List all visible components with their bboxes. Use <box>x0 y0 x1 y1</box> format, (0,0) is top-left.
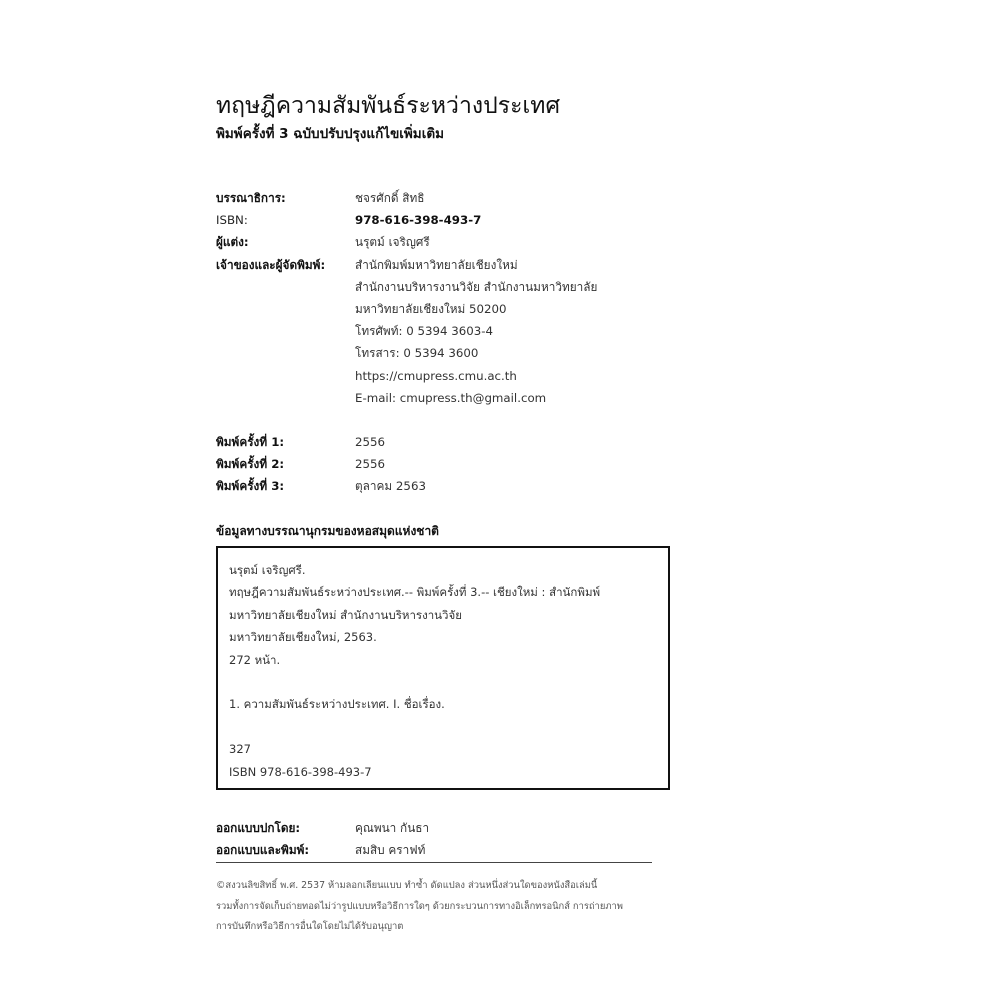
isbn-value: 978-616-398-493-7 <box>355 213 482 228</box>
editor-value: ชจรศักดิ์ สิทธิ <box>355 191 425 205</box>
cip-blank <box>229 671 668 693</box>
author-value: นรุตม์ เจริญศรี <box>355 235 430 250</box>
publisher-name: สำนักพิมพ์มหาวิทยาลัยเชียงใหม่ <box>355 257 518 272</box>
editor-row <box>216 187 686 209</box>
book-title: ทฤษฎีความสัมพันธ์ระหว่างประเทศ <box>216 93 561 119</box>
publisher-office: สำนักงานบริหารงานวิจัย สำนักงานมหาวิทยาลัย <box>355 279 598 294</box>
cip-publisher-line: มหาวิทยาลัยเชียงใหม่ สำนักงานบริหารงานวิจัย <box>229 607 462 622</box>
print-year: 2556 <box>355 435 386 449</box>
print-year: ตุลาคม 2563 <box>355 479 426 494</box>
publisher-fax: โทรสาร: 0 5394 3600 <box>355 346 479 361</box>
isbn-row <box>216 209 686 231</box>
copyright-line: รวมทั้งการจัดเก็บถ่ายทอดไม่ว่ารูปแบบหรือวิธีการใดๆ ด้วยกระบวนการทางอิเล็กทรอนิกส์ การถ่ายภาพ <box>216 900 623 912</box>
print-label: พิมพ์ครั้งที่ 3: <box>216 479 285 494</box>
publisher-row <box>216 254 686 276</box>
cip-pages: 272 หน้า. <box>229 652 281 667</box>
copyright-line: ©สงวนลิขสิทธิ์ พ.ศ. 2537 ห้ามลอกเลียนแบบ ทำซ้ำ ดัดแปลง ส่วนหนึ่งส่วนใดของหนังสือเล่มนี้ <box>216 880 598 891</box>
cover-design-value: คุณพนา กันธา <box>355 821 430 835</box>
cip-title-line: ทฤษฎีความสัมพันธ์ระหว่างประเทศ.-- พิมพ์ครั้งที่ 3.-- เชียงใหม่ : สำนักพิมพ์ <box>229 585 601 600</box>
edition-subtitle: พิมพ์ครั้งที่ 3 ฉบับปรับปรุงแก้ไขเพิ่มเติม <box>216 126 444 142</box>
print-row <box>216 453 686 475</box>
printing-value: สมสิบ คราฟท์ <box>355 843 426 858</box>
print-row <box>216 475 686 497</box>
publisher-phone: โทรศัพท์: 0 5394 3603-4 <box>355 324 494 339</box>
cip-blank <box>229 716 668 738</box>
author-row <box>216 231 686 253</box>
printing-row <box>216 839 686 861</box>
print-row <box>216 431 686 453</box>
divider <box>216 862 652 863</box>
isbn-label: ISBN: <box>216 213 248 228</box>
design-credits <box>216 817 686 861</box>
author-label: ผู้แต่ง: <box>216 235 249 250</box>
publisher-website: https://cmupress.cmu.ac.th <box>355 368 517 383</box>
cip-heading: ข้อมูลทางบรรณานุกรมของหอสมุดแห่งชาติ <box>216 524 439 538</box>
publisher-label: เจ้าของและผู้จัดพิมพ์: <box>216 257 326 272</box>
cover-design-label: ออกแบบปกโดย: <box>216 821 301 835</box>
copyright-line: การบันทึกหรือวิธีการอื่นใดโดยไม่ได้รับอนุญาต <box>216 921 404 932</box>
cip-author: นรุตม์ เจริญศรี. <box>229 563 306 577</box>
publication-details <box>216 187 686 409</box>
editor-label: บรรณาธิการ: <box>216 191 286 205</box>
print-label: พิมพ์ครั้งที่ 1: <box>216 435 285 449</box>
copyright-notice <box>216 876 656 938</box>
publisher-email: E-mail: cmupress.th@gmail.com <box>355 390 547 405</box>
cip-classification: 327 <box>229 742 251 757</box>
cip-isbn: ISBN 978-616-398-493-7 <box>229 764 372 779</box>
print-label: พิมพ์ครั้งที่ 2: <box>216 457 285 472</box>
publisher-address: มหาวิทยาลัยเชียงใหม่ 50200 <box>355 302 507 317</box>
print-year: 2556 <box>355 457 386 472</box>
cover-design-row <box>216 817 686 839</box>
cip-record-box <box>216 546 670 790</box>
cip-place-year: มหาวิทยาลัยเชียงใหม่, 2563. <box>229 630 377 645</box>
printing-label: ออกแบบและพิมพ์: <box>216 843 310 858</box>
print-history <box>216 431 686 498</box>
cip-subject: 1. ความสัมพันธ์ระหว่างประเทศ. I. ชื่อเรื่อง. <box>229 697 445 712</box>
